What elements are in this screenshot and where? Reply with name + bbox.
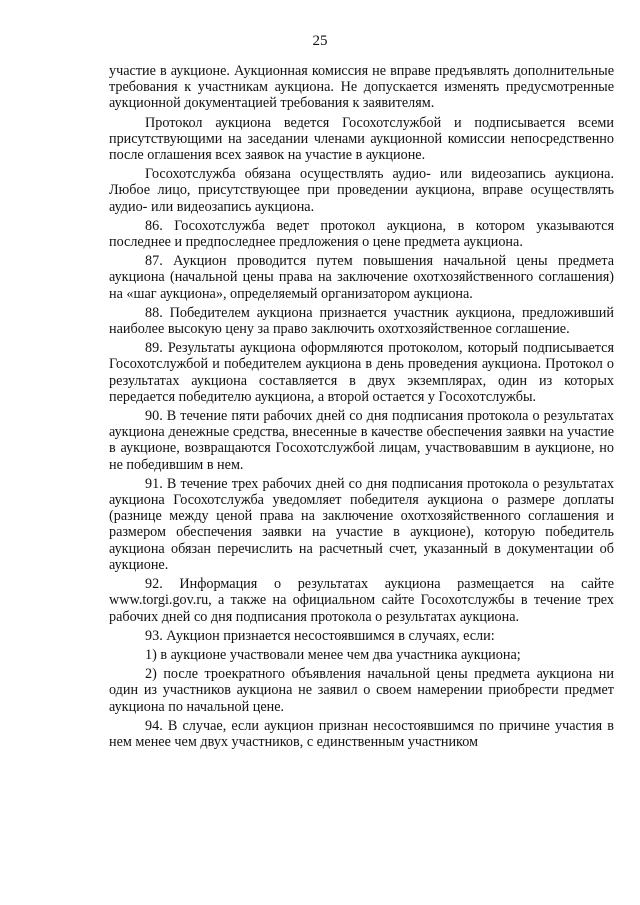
paragraph-93: 93. Аукцион признается несостоявшимся в случаях, если: <box>145 627 495 644</box>
paragraph-92: 92. Информация о результатах аукциона размещается на сайте www.torgi.gov.ru, а также на официальном сайте Госохотслужбы в течение трех рабочих дней со дня подписания протокола о результатах аукциона. <box>109 576 614 625</box>
paragraph-86: 86. Госохотслужба ведет протокол аукциона, в котором указываются последнее и предпоследнее предложения о цене предмета аукциона. <box>109 217 614 251</box>
paragraph-93-item-1: 1) в аукционе участвовали менее чем два участника аукциона; <box>145 646 521 663</box>
paragraph-89: 89. Результаты аукциона оформляются протоколом, который подписывается Госохотслужбой и победителем аукциона в день проведения аукциона. Протокол о результатах аукциона составляется в двух экземплярах, один из которых передается победителю аукциона, а второй остается у Госохотслужбы. <box>109 340 614 405</box>
page-number: 25 <box>312 33 328 49</box>
paragraph-87: 87. Аукцион проводится путем повышения начальной цены предмета аукциона (начальной цены права на заключение охотхозяйственного соглашения) на «шаг аукциона», определяемый организатором аукциона. <box>109 253 614 302</box>
paragraph-94: 94. В случае, если аукцион признан несостоявшимся по причине участия в нем менее чем двух участников, с единственным участником <box>109 717 614 750</box>
paragraph-90: 90. В течение пяти рабочих дней со дня подписания протокола о результатах аукциона денежные средства, внесенные в качестве обеспечения заявки на участие в аукционе, возвращаются Госохотслужбой лицам, участвовавшим в аукционе, но не победившим в нем. <box>109 408 614 473</box>
paragraph-auction-protocol: Протокол аукциона ведется Госохотслужбой и подписывается всеми присутствующими на заседании членами аукционной комиссии непосредственно после оглашения всех заявок на участие в аукционе. <box>109 114 614 164</box>
document-body <box>109 63 614 750</box>
paragraph-93-item-2: 2) после троекратного объявления начальной цены предмета аукциона ни один из участников аукциона не заявил о своем намерении приобрести предмет аукциона по начальной цене. <box>109 666 614 715</box>
paragraph-88: 88. Победителем аукциона признается участник аукциона, предложивший наиболее высокую цену за право заключить охотхозяйственное соглашение. <box>109 304 614 338</box>
paragraph-91: 91. В течение трех рабочих дней со дня подписания протокола о результатах аукциона Госохотслужба уведомляет победителя аукциона о размере доплаты (разнице между ценой права на заключение охотхозяйственного соглашения и размером обеспечения заявки на участие в аукционе), которую победитель аукциона обязан перечислить на расчетный счет, указанный в документации об аукционе. <box>109 475 614 573</box>
paragraph-auction-participation: участие в аукционе. Аукционная комиссия не вправе предъявлять дополнительные требования к участникам аукциона. Не допускается изменять предусмотренные аукционной документацией требования к заявителям. <box>109 63 614 112</box>
paragraph-audio-video-recording: Госохотслужба обязана осуществлять аудио- или видеозапись аукциона. Любое лицо, присутствующее при проведении аукциона, вправе осуществлять аудио- или видеозапись аукциона. <box>109 166 614 215</box>
